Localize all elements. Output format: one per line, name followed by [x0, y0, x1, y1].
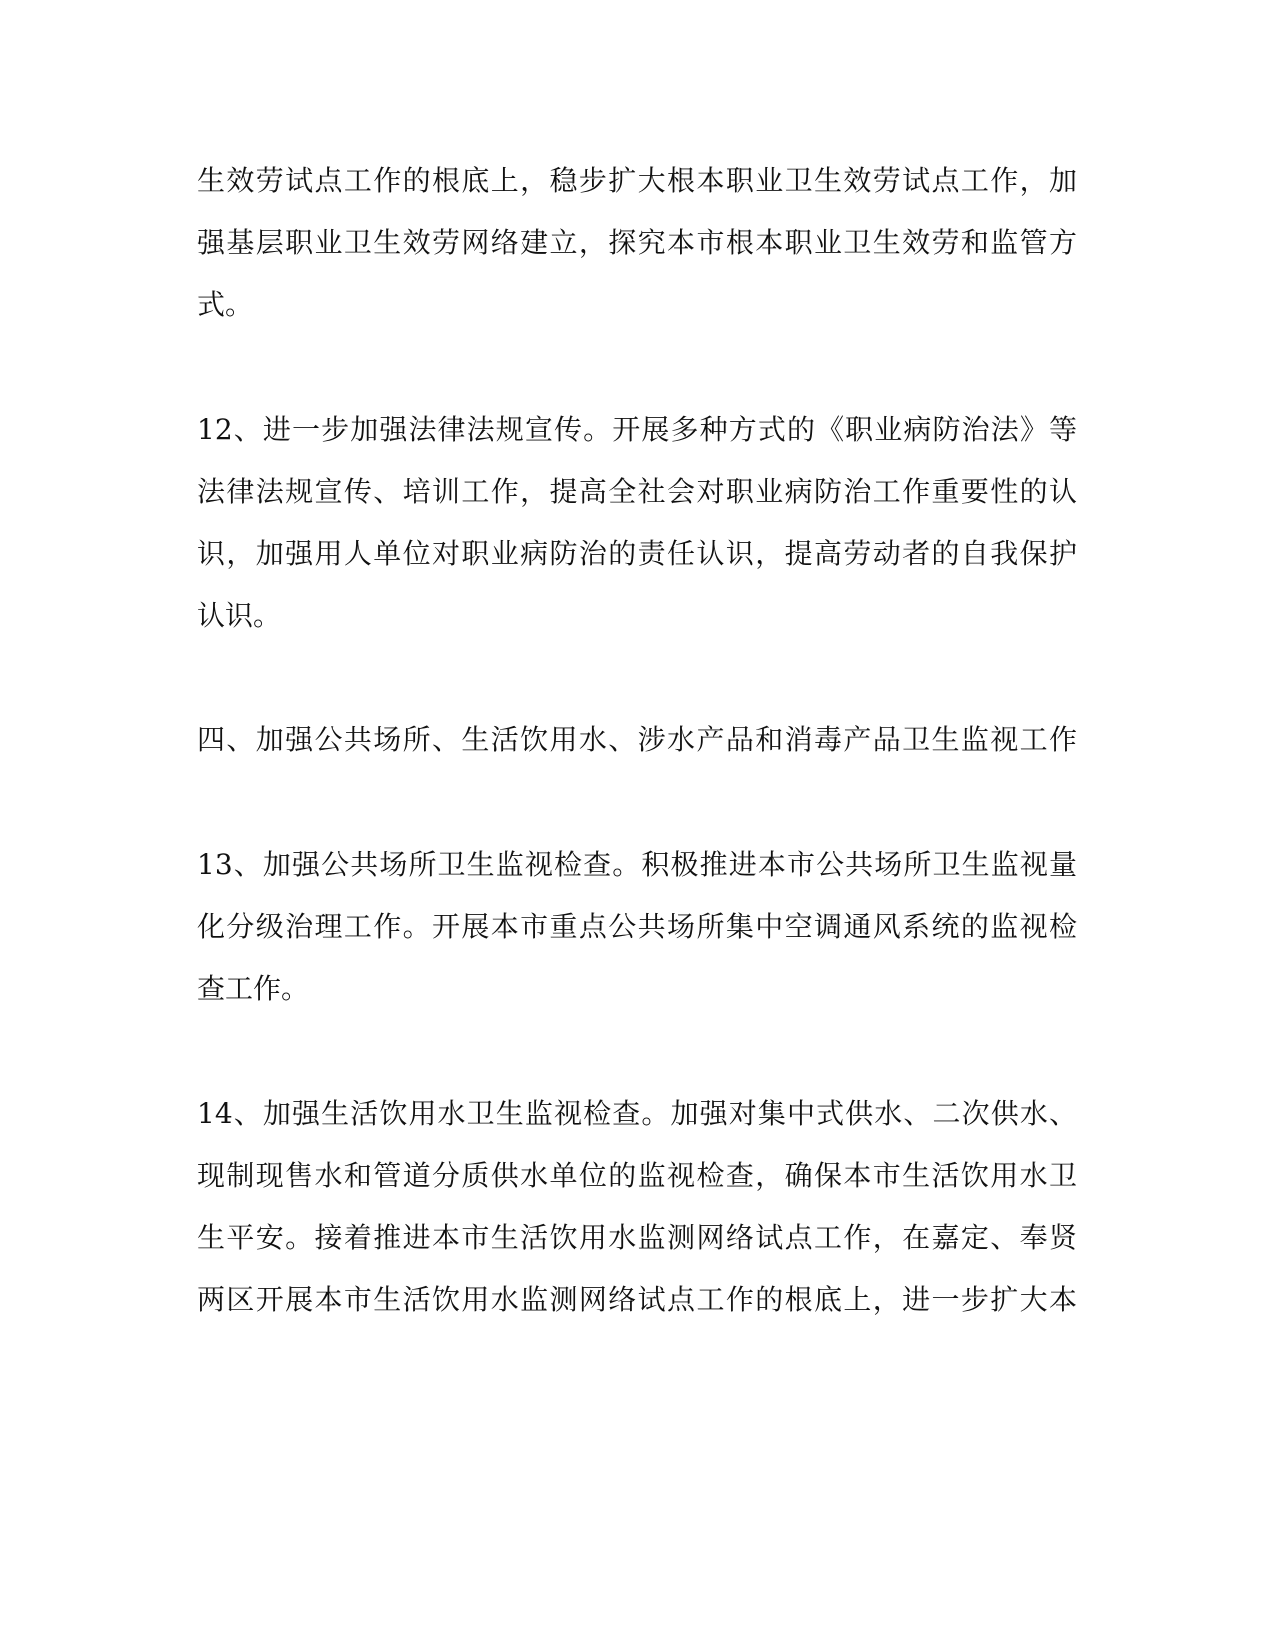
text-line: 两区开展本市生活饮用水监测网络试点工作的根底上，进一步扩大本: [197, 1283, 1077, 1316]
text-line: 化分级治理工作。开展本市重点公共场所集中空调通风系统的监视检: [197, 910, 1077, 943]
text-line: 法律法规宣传、培训工作，提高全社会对职业病防治工作重要性的认: [197, 475, 1077, 508]
text-line: 现制现售水和管道分质供水单位的监视检查，确保本市生活饮用水卫: [197, 1159, 1077, 1192]
text-line: 13、加强公共场所卫生监视检查。积极推进本市公共场所卫生监视量: [197, 848, 1077, 881]
text-line: 12、进一步加强法律法规宣传。开展多种方式的《职业病防治法》等: [197, 413, 1077, 446]
text-line: 查工作。: [197, 972, 310, 1005]
section-heading: 四、加强公共场所、生活饮用水、涉水产品和消毒产品卫生监视工作: [197, 723, 1077, 756]
text-line: 生平安。接着推进本市生活饮用水监测网络试点工作，在嘉定、奉贤: [197, 1221, 1077, 1254]
text-line: 14、加强生活饮用水卫生监视检查。加强对集中式供水、二次供水、: [197, 1097, 1077, 1130]
text-line: 强基层职业卫生效劳网络建立，探究本市根本职业卫生效劳和监管方: [197, 226, 1077, 259]
text-line: 识，加强用人单位对职业病防治的责任认识，提高劳动者的自我保护: [197, 537, 1077, 570]
text-line: 认识。: [197, 599, 282, 632]
text-line: 式。: [197, 288, 254, 321]
text-line: 生效劳试点工作的根底上，稳步扩大根本职业卫生效劳试点工作，加: [197, 164, 1077, 197]
